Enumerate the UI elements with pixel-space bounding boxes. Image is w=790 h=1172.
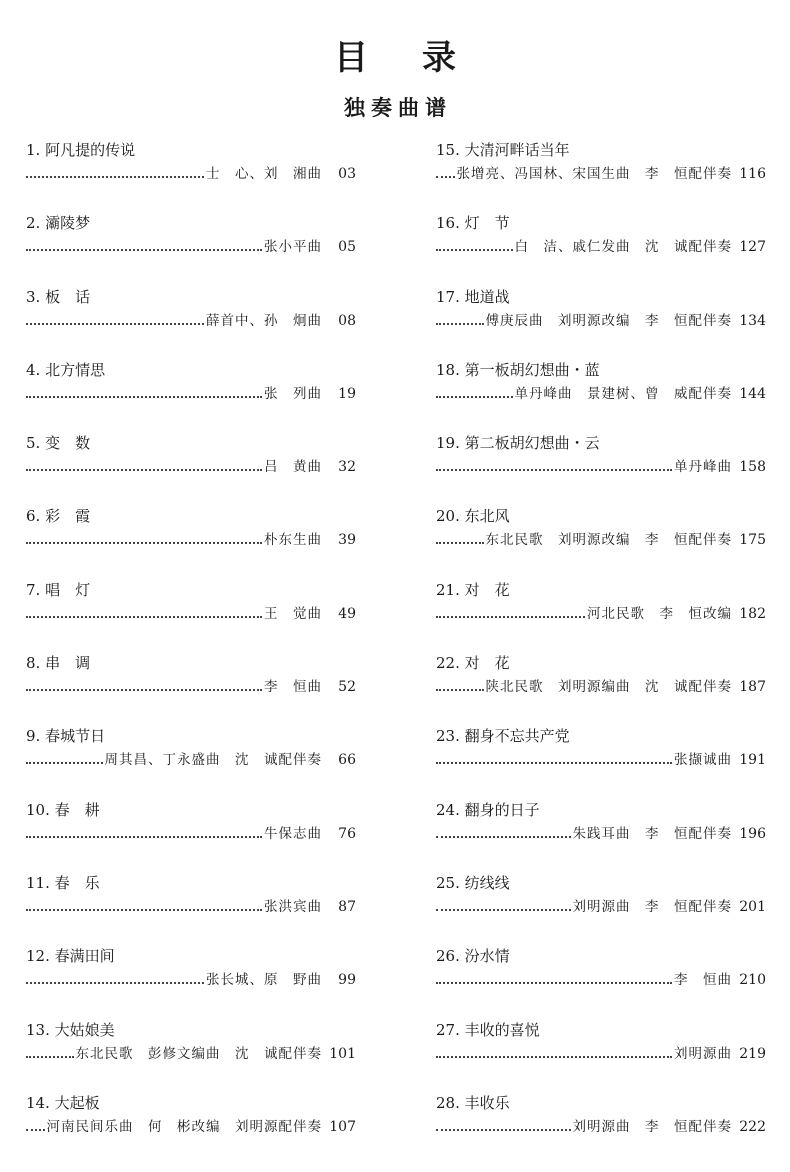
toc-entry	[436, 287, 766, 360]
toc-entry-line	[436, 530, 766, 550]
toc-entry-page-number: 52	[338, 679, 356, 696]
toc-entry-credit: 张增亮、冯国林、宋国生曲 李 恒配伴奏	[456, 166, 732, 182]
toc-entry	[436, 726, 766, 799]
toc-entry-credit: 河北民歌 李 恒改编	[587, 605, 732, 622]
toc-entry-line	[26, 1044, 356, 1064]
toc-entry-title: 27. 丰收的喜悦	[436, 1020, 540, 1039]
toc-entry	[436, 946, 766, 1019]
toc-entry-title: 5. 变 数	[26, 434, 91, 453]
toc-entry-credit: 白 洁、戚仁发曲 沈 诚配伴奏	[514, 239, 732, 256]
toc-entry-credit: 张洪宾曲	[264, 898, 322, 915]
toc-entry-credit: 傅庚辰曲 刘明源改编 李 恒配伴奏	[485, 312, 732, 329]
toc-entry-page-number: 107	[329, 1118, 356, 1135]
toc-entry-credit: 张长城、原 野曲	[206, 972, 322, 989]
toc-entry-page-number: 210	[739, 972, 766, 989]
toc-entry-title: 2. 灞陵梦	[26, 214, 91, 233]
toc-entry-line	[26, 677, 356, 697]
toc-entry-title: 10. 春 耕	[26, 800, 100, 819]
toc-entry-credit: 王 觉曲	[264, 605, 322, 622]
toc-entry-title: 23. 翻身不忘共产党	[436, 727, 570, 746]
dot-leader	[26, 982, 204, 984]
toc-entry	[436, 1020, 766, 1093]
dot-leader	[26, 176, 204, 178]
toc-entry-credit: 牛保志曲	[264, 825, 322, 842]
toc-entry	[26, 800, 356, 873]
toc-entry-line	[436, 1117, 766, 1137]
toc-entry	[26, 946, 356, 1019]
toc-entry-line	[26, 824, 356, 844]
toc-entry-page-number: 116	[739, 166, 766, 182]
toc-entry	[436, 140, 766, 213]
toc-entry-credit: 东北民歌 刘明源改编 李 恒配伴奏	[485, 532, 732, 549]
toc-entry-page-number: 196	[739, 825, 766, 842]
toc-entry-title: 19. 第二板胡幻想曲・云	[436, 434, 600, 453]
dot-leader	[26, 689, 262, 691]
dot-leader	[436, 542, 484, 544]
toc-entry-title: 12. 春满田间	[26, 947, 115, 966]
toc-entry-title: 25. 纺线线	[436, 873, 510, 892]
toc-entry-page-number: 101	[329, 1045, 356, 1062]
toc-entry-page-number: 175	[739, 532, 766, 549]
toc-entry-title: 9. 春城节日	[26, 727, 106, 746]
dot-leader	[436, 762, 672, 764]
toc-entry-title: 28. 丰收乐	[436, 1093, 510, 1112]
dot-leader	[436, 689, 484, 691]
toc-entry-title: 1. 阿凡提的传说	[26, 141, 136, 159]
toc-entry-page-number: 187	[739, 679, 766, 696]
toc-entry-credit: 张 列曲	[264, 385, 322, 402]
toc-entry-credit: 刘明源曲 李 恒配伴奏	[572, 898, 732, 915]
toc-entry-line	[436, 457, 766, 477]
toc-entry-credit: 张撷诚曲	[674, 752, 732, 769]
toc-entry	[26, 1020, 356, 1093]
toc-entry-page-number: 03	[338, 166, 356, 182]
toc-entry-line	[26, 384, 356, 404]
toc-entry-title: 24. 翻身的日子	[436, 800, 540, 819]
toc-entry-credit: 河南民间乐曲 何 彬改编 刘明源配伴奏	[46, 1118, 322, 1135]
toc-entry-page-number: 158	[739, 459, 766, 476]
toc-entry	[26, 873, 356, 946]
section-title: 独奏曲谱	[344, 95, 452, 120]
dot-leader	[26, 1129, 45, 1131]
toc-entry-line	[436, 677, 766, 697]
toc-entry-title: 16. 灯 节	[436, 214, 510, 233]
toc-entry	[26, 506, 356, 579]
toc-entry	[436, 433, 766, 506]
toc-entry	[26, 287, 356, 360]
toc-entry-credit: 朱践耳曲 李 恒配伴奏	[572, 825, 732, 842]
dot-leader	[26, 249, 262, 251]
page-title: 目录	[334, 38, 510, 78]
toc-entry-line	[436, 824, 766, 844]
toc-entry-page-number: 219	[739, 1045, 766, 1062]
dot-leader	[26, 836, 262, 838]
toc-entry-title: 6. 彩 霞	[26, 507, 91, 526]
toc-entry-line	[26, 164, 356, 184]
toc-entry-credit: 单丹峰曲	[674, 459, 732, 476]
toc-entry	[26, 1093, 356, 1166]
toc-entry-page-number: 05	[338, 239, 356, 256]
dot-leader	[436, 616, 585, 618]
toc-entry-title: 15. 大清河畔话当年	[436, 141, 570, 159]
toc-entry-page-number: 76	[338, 825, 356, 842]
dot-leader	[26, 396, 262, 398]
toc-entry-credit: 士 心、刘 湘曲	[206, 166, 322, 182]
toc-entry-line	[436, 384, 766, 404]
toc-entry-line	[436, 164, 766, 184]
toc-entry-credit: 吕 黄曲	[264, 459, 322, 476]
dot-leader	[436, 396, 513, 398]
toc-entry-credit: 薛首中、孙 炯曲	[206, 312, 322, 329]
toc-entry-title: 17. 地道战	[436, 287, 510, 306]
toc-entry-line	[26, 530, 356, 550]
toc-entry-line	[26, 237, 356, 257]
toc-entry	[26, 580, 356, 653]
toc-entry	[436, 653, 766, 726]
toc-entry-page-number: 182	[739, 605, 766, 622]
toc-entry-page-number: 32	[338, 459, 356, 476]
toc-entry	[436, 580, 766, 653]
toc-entry-title: 8. 串 调	[26, 654, 91, 673]
toc-entry	[26, 433, 356, 506]
toc-entry	[436, 1093, 766, 1166]
toc-entry-page-number: 49	[338, 605, 356, 622]
toc-entry-credit: 刘明源曲 李 恒配伴奏	[572, 1118, 732, 1135]
dot-leader	[436, 323, 484, 325]
dot-leader	[26, 616, 262, 618]
dot-leader	[26, 469, 262, 471]
toc-entry-page-number: 191	[739, 752, 766, 769]
toc-entry	[26, 653, 356, 726]
toc-entry-title: 3. 板 话	[26, 287, 91, 306]
toc-column-left	[26, 140, 356, 1166]
toc-entry	[436, 360, 766, 433]
toc-entry-line	[26, 750, 356, 770]
dot-leader	[26, 762, 103, 764]
toc-entry	[436, 213, 766, 286]
toc-entry-credit: 东北民歌 彭修文编曲 沈 诚配伴奏	[75, 1045, 322, 1062]
toc-entry-title: 11. 春 乐	[26, 873, 100, 892]
toc-entry-line	[26, 897, 356, 917]
dot-leader	[26, 909, 262, 911]
toc-entry-credit: 李 恒曲	[674, 972, 732, 989]
toc-entry-page-number: 87	[338, 898, 356, 915]
dot-leader	[436, 1129, 571, 1131]
toc-entry-line	[26, 457, 356, 477]
toc-entry	[26, 360, 356, 433]
toc-entry-credit: 李 恒曲	[264, 679, 322, 696]
toc-entry-page-number: 201	[739, 898, 766, 915]
toc-entry-title: 22. 对 花	[436, 654, 510, 673]
toc-entry-page-number: 08	[338, 312, 356, 329]
dot-leader	[436, 909, 571, 911]
dot-leader	[26, 323, 204, 325]
toc-entry-page-number: 144	[739, 385, 766, 402]
dot-leader	[26, 542, 262, 544]
toc-entry-title: 26. 汾水情	[436, 947, 510, 966]
dot-leader	[436, 249, 513, 251]
toc-entry-line	[436, 970, 766, 990]
toc-entry-line	[436, 750, 766, 770]
toc-entry-line	[26, 604, 356, 624]
dot-leader	[436, 1056, 672, 1058]
toc-entry-line	[436, 1044, 766, 1064]
toc-entry-credit: 周其昌、丁永盛曲 沈 诚配伴奏	[104, 752, 322, 769]
toc-entry-line	[436, 311, 766, 331]
dot-leader	[436, 176, 455, 178]
toc-entry-line	[26, 311, 356, 331]
toc-entry	[436, 506, 766, 579]
toc-entry	[26, 213, 356, 286]
toc-entry-title: 4. 北方情思	[26, 360, 106, 379]
toc-entry	[436, 873, 766, 946]
dot-leader	[436, 836, 571, 838]
toc-entry	[26, 140, 356, 213]
toc-entry-line	[26, 970, 356, 990]
toc-entry-page-number: 134	[739, 312, 766, 329]
toc-entry-page-number: 39	[338, 532, 356, 549]
dot-leader	[26, 1056, 74, 1058]
toc-entry-title: 14. 大起板	[26, 1093, 100, 1112]
toc-entry-credit: 刘明源曲	[674, 1045, 732, 1062]
toc-entry-page-number: 127	[739, 239, 766, 256]
toc-entry-title: 7. 唱 灯	[26, 580, 91, 599]
toc-entry-line	[26, 1117, 356, 1137]
toc-entry	[26, 726, 356, 799]
toc-entry-title: 18. 第一板胡幻想曲・蓝	[436, 360, 600, 379]
toc-entry-credit: 单丹峰曲 景建树、曾 威配伴奏	[514, 385, 732, 402]
toc-entry-title: 13. 大姑娘美	[26, 1020, 115, 1039]
toc-entry-line	[436, 237, 766, 257]
toc-entry-line	[436, 897, 766, 917]
dot-leader	[436, 469, 672, 471]
toc-entry-page-number: 19	[338, 385, 356, 402]
toc-entry-credit: 朴东生曲	[264, 532, 322, 549]
toc-entry-page-number: 66	[338, 752, 356, 769]
toc-entry-line	[436, 604, 766, 624]
toc-entry-page-number: 222	[739, 1118, 766, 1135]
toc-entry-credit: 陕北民歌 刘明源编曲 沈 诚配伴奏	[485, 679, 732, 696]
toc-column-right	[436, 140, 766, 1166]
toc-entry-credit: 张小平曲	[264, 239, 322, 256]
dot-leader	[436, 982, 672, 984]
toc-entry-page-number: 99	[338, 972, 356, 989]
toc-entry	[436, 800, 766, 873]
toc-entry-title: 21. 对 花	[436, 580, 510, 599]
toc-entry-title: 20. 东北风	[436, 507, 510, 526]
